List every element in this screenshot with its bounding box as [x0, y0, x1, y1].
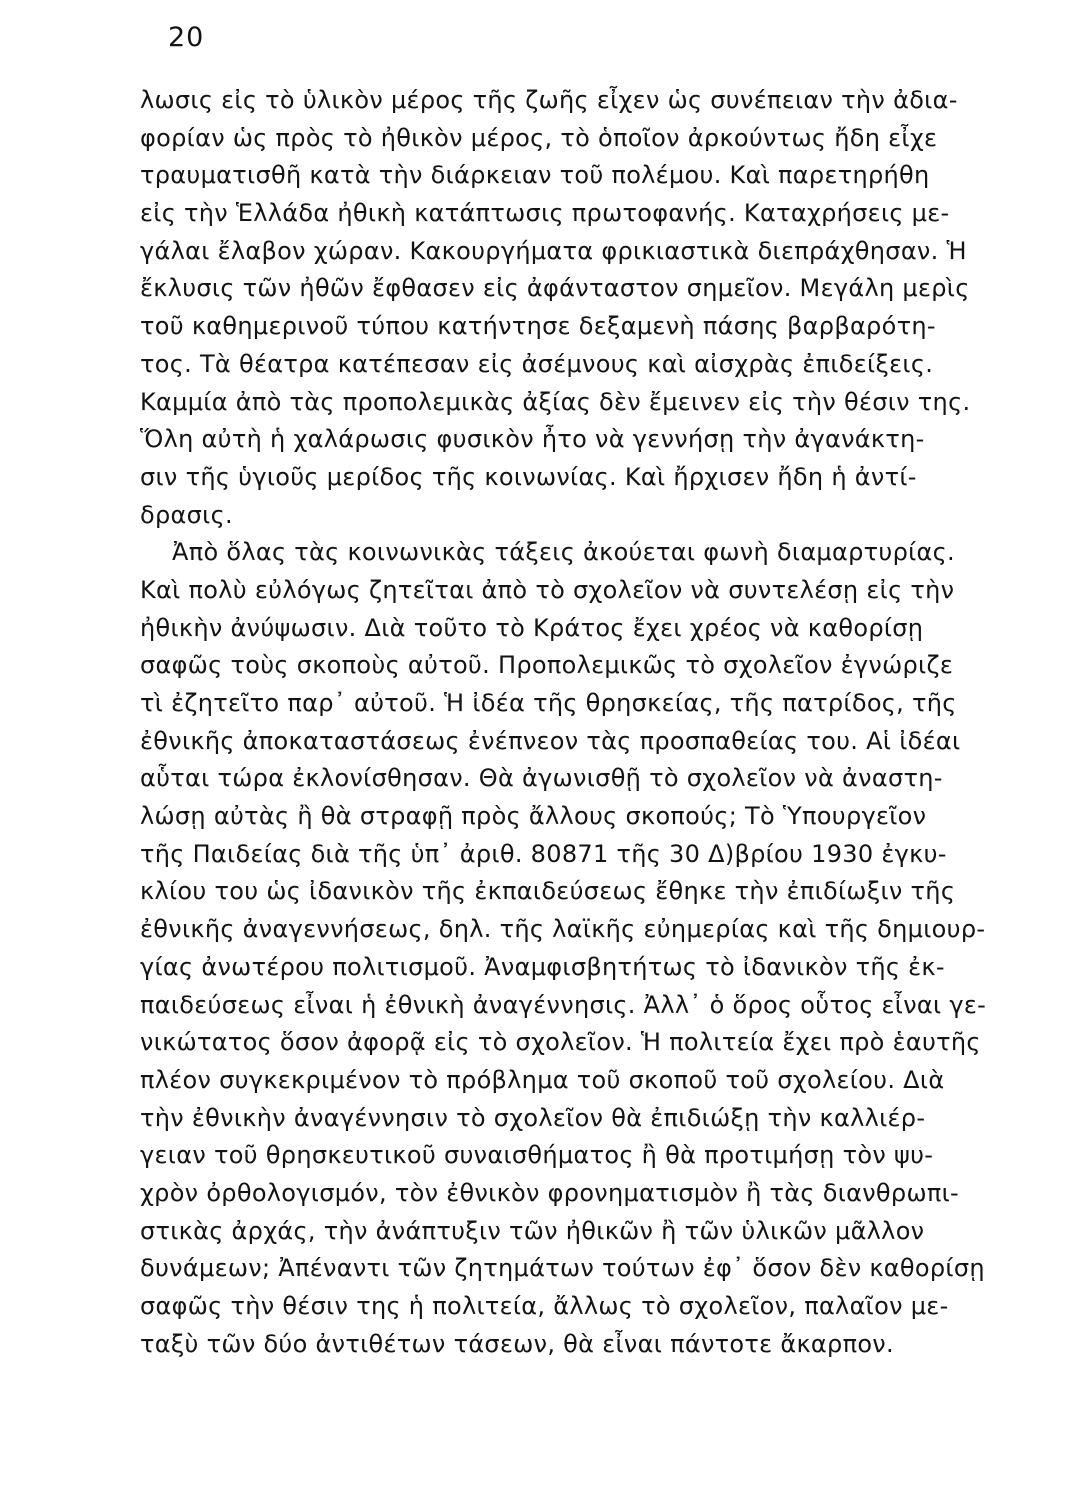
text-line: σιν τῆς ὑγιοῦς μερίδος τῆς κοινωνίας. Καὶ ἤρχισεν ἤδη ἡ ἀντί- — [140, 462, 917, 491]
body-text — [140, 82, 1000, 1363]
text-line: σαφῶς τὴν θέσιν της ἡ πολιτεία, ἄλλως τὸ σχολεῖον, παλαῖον με- — [140, 1292, 949, 1320]
text-line: κλίου του ὡς ἰδανικὸν τῆς ἐκπαιδεύσεως ἔθηκε τὴν ἐπιδίωξιν τῆς — [140, 877, 956, 906]
text-line: λωσις εἰς τὸ ὑλικὸν μέρος τῆς ζωῆς εἶχεν ὡς συνέπειαν τὴν ἀδια- — [140, 86, 958, 114]
text-line: τὶ ἐζητεῖτο παρ᾽ αὐτοῦ. Ἡ ἰδέα τῆς θρησκείας, τῆς πατρίδος, τῆς — [140, 689, 957, 717]
text-line: ἠθικὴν ἀνύψωσιν. Διὰ τοῦτο τὸ Κράτος ἔχει χρέος νὰ καθορίσῃ — [140, 613, 924, 642]
text-line: ἐθνικῆς ἀποκαταστάσεως ἐνέπνεον τὰς προσπαθείας του. Αἱ ἰδέαι — [140, 726, 961, 755]
text-line: Καμμία ἀπὸ τὰς προπολεμικὰς ἀξίας δὲν ἔμεινεν εἰς τὴν θέσιν της. — [140, 387, 971, 416]
text-line: λώσῃ αὐτὰς ἢ θὰ στραφῇ πρὸς ἄλλους σκοπούς; Τὸ Ὑπουργεῖον — [140, 802, 927, 831]
text-line: παιδεύσεως εἶναι ἡ ἐθνικὴ ἀναγέννησις. Ἀλλ᾽ ὁ ὅρος οὗτος εἶναι γε- — [140, 990, 987, 1019]
text-line: Καὶ πολὺ εὐλόγως ζητεῖται ἀπὸ τὸ σχολεῖον νὰ συντελέσῃ εἰς τὴν — [140, 575, 955, 604]
text-line: γάλαι ἔλαβον χώραν. Κακουργήματα φρικιαστικὰ διεπράχθησαν. Ἡ — [140, 236, 967, 265]
text-line: Ὅλη αὐτὴ ἡ χαλάρωσις φυσικὸν ἦτο νὰ γεννήσῃ τὴν ἀγανάκτη- — [140, 425, 925, 454]
text-line: πλέον συγκεκριμένον τὸ πρόβλημα τοῦ σκοποῦ τοῦ σχολείου. Διὰ — [140, 1065, 945, 1094]
text-line: φορίαν ὡς πρὸς τὸ ἠθικὸν μέρος, τὸ ὁποῖον ἀρκούντως ἤδη εἶχε — [140, 123, 938, 152]
text-line: ταξὺ τῶν δύο ἀντιθέτων τάσεων, θὰ εἶναι πάντοτε ἄκαρπον. — [140, 1329, 894, 1358]
text-line: σαφῶς τοὺς σκοποὺς αὐτοῦ. Προπολεμικῶς τὸ σχολεῖον ἐγνώριζε — [140, 651, 954, 680]
text-line: γίας ἀνωτέρου πολιτισμοῦ. Ἀναμφισβητήτως τὸ ἰδανικὸν τῆς ἐκ- — [140, 952, 945, 981]
text-line: τραυματισθῆ κατὰ τὴν διάρκειαν τοῦ πολέμου. Καὶ παρετηρήθη — [140, 161, 930, 190]
text-line: τοῦ καθημερινοῦ τύπου κατήντησε δεξαμενὴ πάσης βαρβαρότη- — [140, 312, 936, 341]
text-line: τος. Τὰ θέατρα κατέπεσαν εἰς ἀσέμνους καὶ αἰσχρὰς ἐπιδείξεις. — [140, 349, 934, 378]
page-number: 20 — [168, 22, 205, 53]
text-line: δυνάμεων; Ἀπέναντι τῶν ζητημάτων τούτων ἐφ᾽ ὅσον δὲν καθορίσῃ — [140, 1254, 985, 1283]
text-line: στικὰς ἀρχάς, τὴν ἀνάπτυξιν τῶν ἠθικῶν ἢ τῶν ὑλικῶν μᾶλλον — [140, 1216, 925, 1245]
text-line: νικώτατος ὅσον ἀφορᾷ εἰς τὸ σχολεῖον. Ἡ πολιτεία ἔχει πρὸ ἑαυτῆς — [140, 1028, 981, 1057]
text-line: τὴν ἐθνικὴν ἀναγέννησιν τὸ σχολεῖον θὰ ἐπιδιώξῃ τὴν καλλιέρ- — [140, 1103, 926, 1132]
text-line: τῆς Παιδείας διὰ τῆς ὑπ᾽ ἀριθ. 80871 τῆς 30 Δ)βρίου 1930 ἐγκυ- — [140, 839, 947, 868]
text-line: εἰς τὴν Ἑλλάδα ἠθικὴ κατάπτωσις πρωτοφανής. Καταχρήσεις με- — [140, 199, 950, 228]
text-line: ἐθνικῆς ἀναγεννήσεως, δηλ. τῆς λαϊκῆς εὐημερίας καὶ τῆς δημιουρ- — [140, 915, 986, 944]
text-line: Ἀπὸ ὅλας τὰς κοινωνικὰς τάξεις ἀκούεται φωνὴ διαμαρτυρίας. — [172, 538, 955, 567]
text-line: γειαν τοῦ θρησκευτικοῦ συναισθήματος ἢ θὰ προτιμήσῃ τὸν ψυ- — [140, 1141, 934, 1170]
text-line: ἔκλυσις τῶν ἠθῶν ἔφθασεν εἰς ἀφάνταστον σημεῖον. Μεγάλη μερὶς — [140, 274, 970, 303]
text-line: δρασις. — [140, 500, 233, 529]
text-line: αὗται τώρα ἐκλονίσθησαν. Θὰ ἀγωνισθῇ τὸ σχολεῖον νὰ ἀναστη- — [140, 764, 943, 793]
text-line: χρὸν ὀρθολογισμόν, τὸν ἐθνικὸν φρονηματισμὸν ἢ τὰς διανθρωπι- — [140, 1178, 959, 1207]
